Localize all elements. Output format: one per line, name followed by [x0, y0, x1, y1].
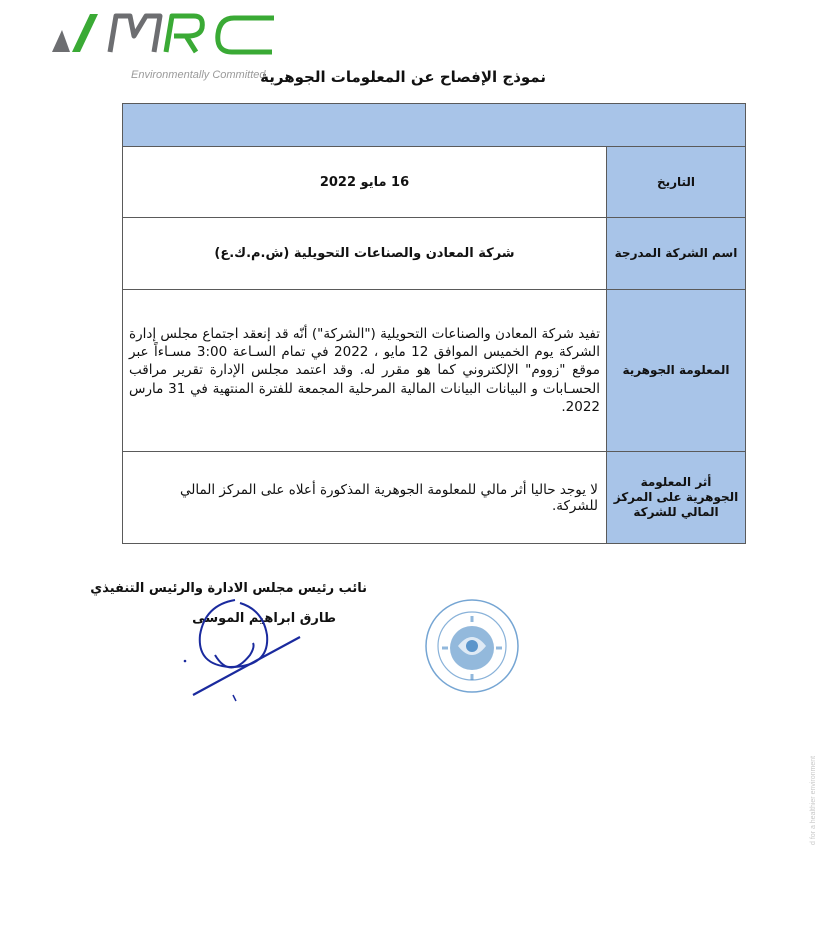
signatory-name: طارق ابراهيم الموسى: [192, 611, 336, 626]
brand-tagline: Environmentally Committed: [131, 69, 266, 81]
table-row: [123, 218, 746, 290]
table-header-row: [123, 104, 746, 147]
company-logo: [52, 8, 282, 58]
table-row: [123, 452, 746, 544]
signatory-title: نائب رئيس مجلس الادارة والرئيس التنفيذي: [90, 581, 367, 596]
table-row: [123, 290, 746, 452]
table-header-band: [123, 104, 746, 147]
row-label-financial-impact: أثر المعلومة الجوهرية على المركز المالي للشركة: [607, 452, 746, 544]
handwritten-signature: [175, 595, 310, 705]
document-title: نموذج الإفصاح عن المعلومات الجوهرية: [260, 68, 546, 86]
row-value-material-info: تفيد شركة المعادن والصناعات التحويلية ("الشركة") أنّه قد إنعقد اجتماع مجلس إدارة الشركة يوم الخميس الموافق 12 مايو ، 2022 في تمام السـاعة 3:00 مسـاءاً عبر موقع "زووم" الإلكتروني كما هو مقرر له. وقد اعتمد مجلس الإدارة تقرير مراقب الحسـابات و البيانات البيانات المالية المرحلية المجمعة للفترة المنتهية في 31 مارس 2022.: [123, 290, 607, 452]
table-row: [123, 147, 746, 218]
row-value-financial-impact: لا يوجد حاليا أثر مالي للمعلومة الجوهرية المذكورة أعلاه على المركز المالي للشركة.: [123, 452, 607, 544]
row-label-material-info: المعلومة الجوهرية: [607, 290, 746, 452]
company-stamp: [422, 596, 522, 696]
disclosure-table: [122, 103, 746, 544]
row-label-company: اسم الشركة المدرجة: [607, 218, 746, 290]
side-note: d for a healthier environment: [810, 755, 817, 845]
row-label-date: التاريخ: [607, 147, 746, 218]
row-value-date: 16 مايو 2022: [123, 147, 607, 218]
row-value-company: شركة المعادن والصناعات التحويلية (ش.م.ك.ع): [123, 218, 607, 290]
